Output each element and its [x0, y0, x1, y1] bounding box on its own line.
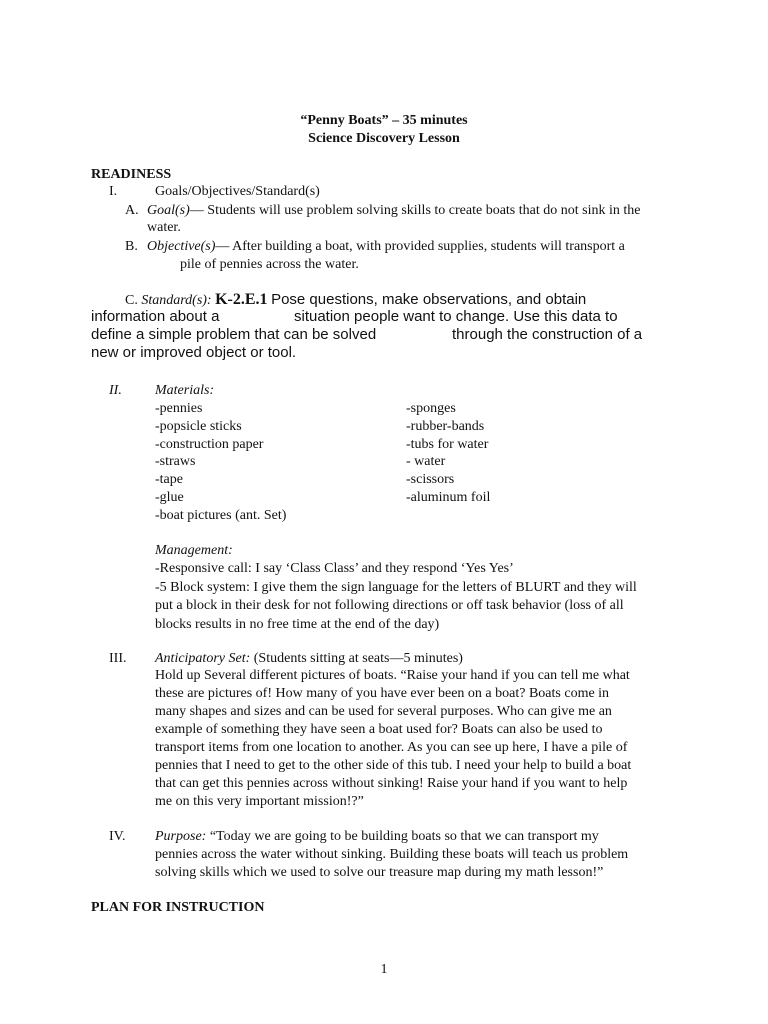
goal-line1	[147, 202, 640, 220]
purpose-line: solving skills which we used to solve our treasure map during my math lesson!”	[155, 865, 604, 880]
section-label: Goals/Objectives/Standard(s)	[155, 184, 320, 199]
standard-label: Standard(s):	[141, 293, 212, 308]
objective-label: Objective(s)	[147, 239, 216, 254]
material-item: - water	[406, 454, 446, 470]
standard-line3b: through the construction of a	[452, 326, 643, 343]
material-item: -boat pictures (ant. Set)	[155, 507, 287, 523]
standard-line2b: situation people want to change. Use this data to	[294, 308, 618, 325]
materials-list-left	[155, 400, 286, 525]
material-item: -rubber-bands	[406, 418, 485, 434]
materials-numeral: II.	[109, 383, 122, 398]
objective-line1	[147, 238, 625, 256]
anticipatory-line: me on this very important mission!?”	[155, 794, 364, 809]
standard-code: K-2.E.1	[215, 291, 268, 308]
readiness-heading: READINESS	[91, 167, 172, 182]
purpose-text	[155, 846, 628, 882]
material-item: -scissors	[406, 472, 455, 488]
page-number: 1	[380, 962, 388, 977]
document-title: “Penny Boats” – 35 minutes	[300, 113, 468, 128]
standard-text-1: Pose questions, make observations, and obtain	[271, 291, 587, 308]
anticipatory-line: many shapes and sizes and can be used for several purposes. Who can give me an	[155, 704, 612, 719]
anticipatory-header	[155, 650, 463, 668]
anticipatory-line: that can get this pennies across without sinking! Raise your hand if you want to help	[155, 776, 628, 791]
purpose-line1: “Today we are going to be building boats so that we can transport my	[206, 829, 599, 844]
purpose-label: Purpose:	[155, 829, 207, 844]
goal-letter: A.	[125, 203, 139, 218]
material-item: -construction paper	[155, 436, 264, 452]
management-text	[155, 560, 637, 634]
anticipatory-line: example of something they have seen a boat used for? Boats can also be used to	[155, 722, 603, 737]
standard-line4: new or improved object or tool.	[91, 344, 297, 361]
material-item: -aluminum foil	[406, 489, 491, 505]
anticipatory-line: transport items from one location to another. As you can see up here, I have a pile of	[155, 740, 628, 755]
standard-letter: C.	[125, 293, 138, 308]
material-item: -sponges	[406, 401, 456, 416]
anticipatory-label: Anticipatory Set:	[155, 651, 251, 666]
standard-line2a: information about a	[91, 308, 220, 325]
material-item: -tubs for water	[406, 436, 489, 452]
objective-text: — After building a boat, with provided supplies, students will transport a	[215, 239, 625, 254]
standard-line3a: define a simple problem that can be solved	[91, 326, 377, 343]
material-item: -straws	[155, 454, 196, 470]
materials-label: Materials:	[155, 383, 215, 398]
anticipatory-line: pennies that I need to get to the other side of this tub. I need your help to build a boat	[155, 758, 632, 773]
material-item: -glue	[155, 489, 184, 505]
management-line: blocks results in no free time at the end of the day)	[155, 616, 440, 632]
document-subtitle: Science Discovery Lesson	[308, 131, 460, 146]
anticipatory-line: Hold up Several different pictures of boats. “Raise your hand if you can tell me what	[155, 668, 630, 683]
anticipatory-note: (Students sitting at seats—5 minutes)	[250, 651, 463, 666]
purpose-numeral: IV.	[109, 829, 126, 844]
objective-line2: pile of pennies across the water.	[180, 257, 359, 272]
management-line: -Responsive call: I say ‘Class Class’ and they respond ‘Yes Yes’	[155, 561, 514, 576]
goal-text: — Students will use problem solving skills to create boats that do not sink in the	[189, 203, 641, 218]
material-item: -pennies	[155, 401, 203, 416]
goal-line2: water.	[147, 220, 181, 235]
anticipatory-text	[155, 667, 631, 811]
materials-list-right	[406, 400, 490, 507]
material-item: -popsicle sticks	[155, 418, 242, 434]
material-item: -tape	[155, 472, 183, 488]
management-line: -5 Block system: I give them the sign language for the letters of BLURT and they will	[155, 579, 637, 595]
goal-label: Goal(s)	[147, 203, 190, 218]
section-numeral: I.	[109, 184, 118, 199]
management-line: put a block in their desk for not following directions or off task behavior (loss of all	[155, 598, 624, 613]
objective-letter: B.	[125, 239, 138, 254]
purpose-header	[155, 828, 599, 846]
anticipatory-numeral: III.	[109, 651, 127, 666]
purpose-line: pennies across the water without sinking. Building these boats will teach us problem	[155, 847, 629, 862]
plan-heading: PLAN FOR INSTRUCTION	[91, 900, 265, 915]
management-label: Management:	[155, 543, 233, 558]
anticipatory-line: these are pictures of! How many of you have ever been on a boat? Boats come in	[155, 686, 610, 701]
